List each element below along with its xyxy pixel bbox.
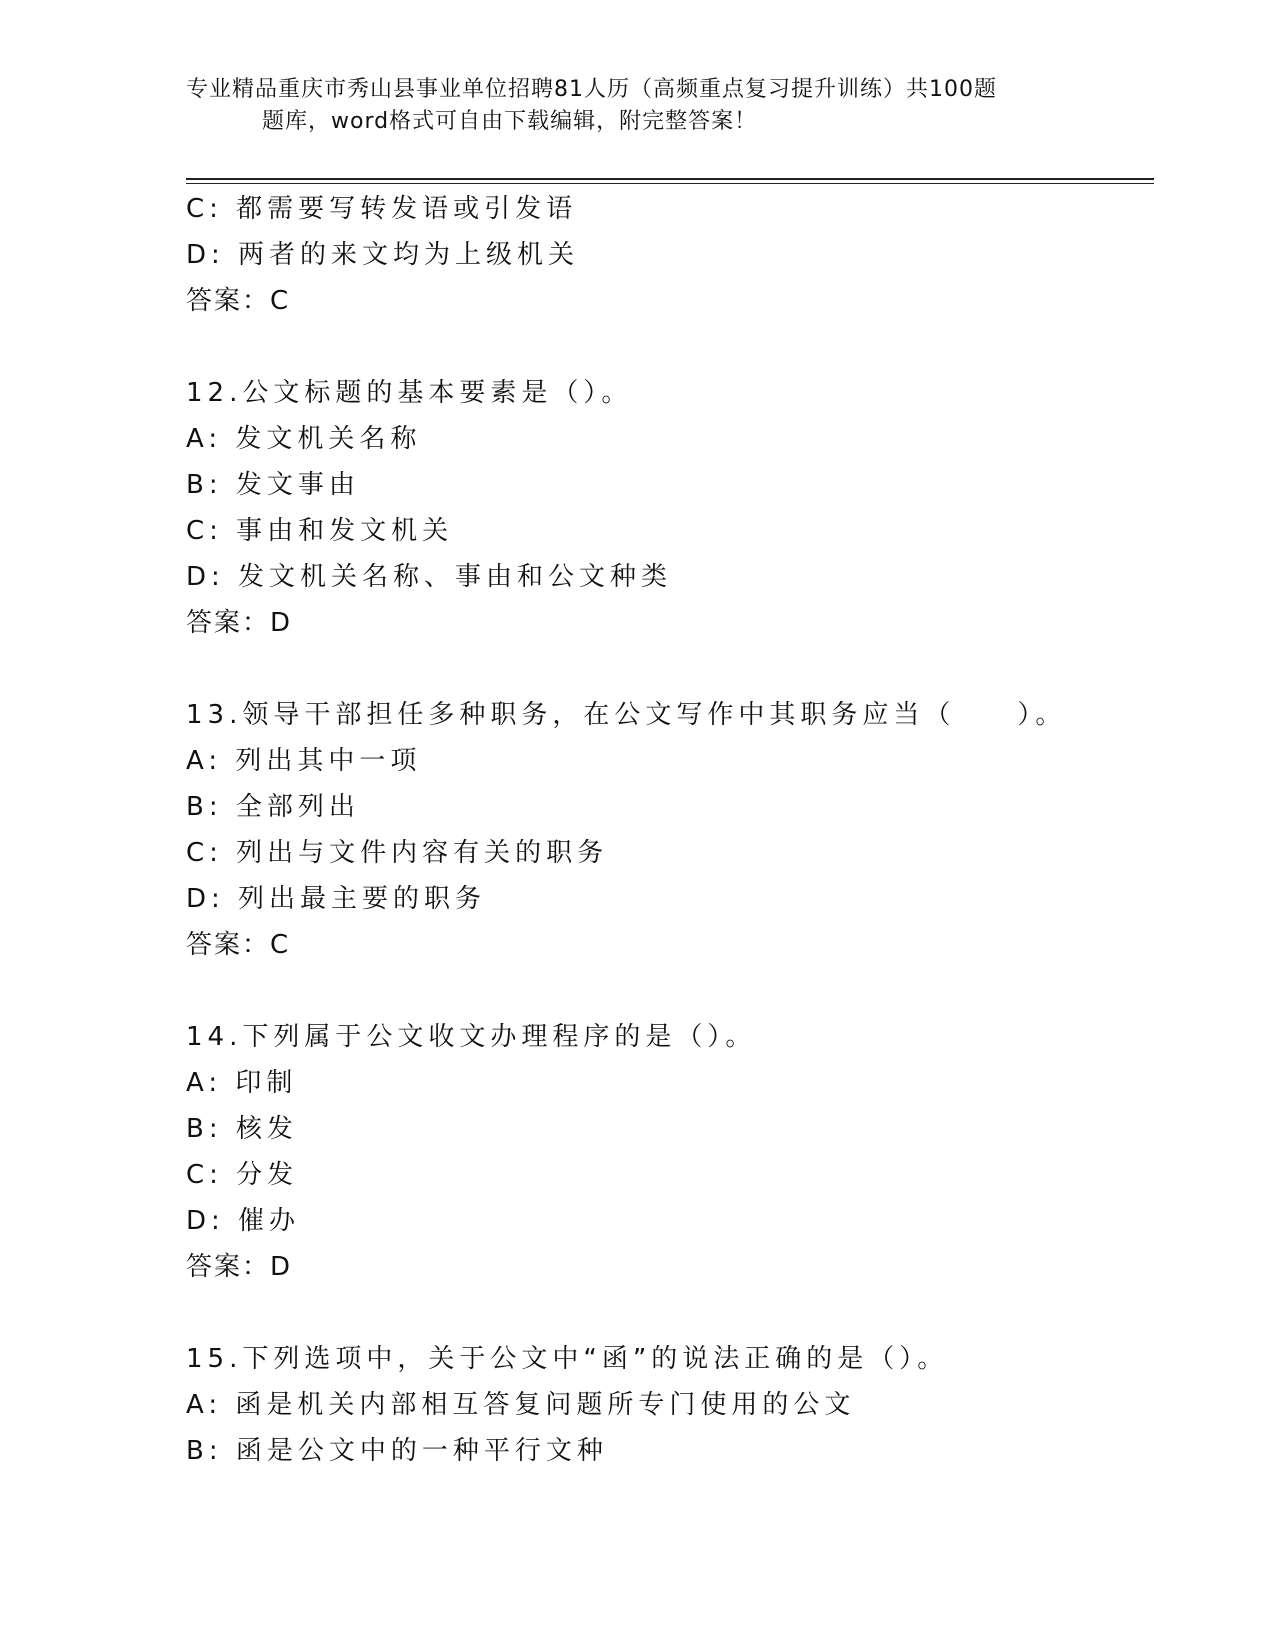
question-13-text: 13.领导干部担任多种职务，在公文写作中其职务应当（ ）。 [186, 700, 1067, 730]
answer-line: 答案：D [186, 608, 293, 638]
header-title-line-1: 专业精品重庆市秀山县事业单位招聘81人历（高频重点复习提升训练）共100题 [186, 77, 997, 102]
option-d: D: 列出最主要的职务 [186, 884, 487, 914]
header-divider-thin [186, 183, 1154, 184]
option-b: B: 发文事由 [186, 470, 360, 500]
option-c: C: 分发 [186, 1160, 299, 1190]
spacer [186, 646, 1146, 692]
option-b: B: 函是公文中的一种平行文种 [186, 1436, 608, 1466]
question-15-text: 15.下列选项中，关于公文中“函”的说法正确的是（）。 [186, 1344, 949, 1374]
option-a: A: 印制 [186, 1068, 298, 1098]
option-d: D: 发文机关名称、事由和公文种类 [186, 562, 673, 592]
spacer [186, 1290, 1146, 1336]
spacer [186, 324, 1146, 370]
option-d: D: 两者的来文均为上级机关 [186, 240, 580, 270]
answer-line: 答案：C [186, 286, 291, 316]
option-d: D: 催办 [186, 1206, 301, 1236]
answer-line: 答案：D [186, 1252, 293, 1282]
question-list [186, 186, 1146, 1474]
option-c: C: 列出与文件内容有关的职务 [186, 838, 609, 868]
question-14-text: 14.下列属于公文收文办理程序的是（）。 [186, 1022, 757, 1052]
header-title-line-2: 题库，word格式可自由下载编辑，附完整答案！ [262, 109, 758, 134]
option-a: A: 函是机关内部相互答复问题所专门使用的公文 [186, 1390, 856, 1420]
option-a: A: 发文机关名称 [186, 424, 422, 454]
option-c: C: 都需要写转发语或引发语 [186, 194, 578, 224]
header-divider-thick [186, 178, 1154, 180]
answer-line: 答案：C [186, 930, 291, 960]
option-b: B: 核发 [186, 1114, 298, 1144]
document-header [186, 74, 1086, 138]
option-c: C: 事由和发文机关 [186, 516, 454, 546]
option-b: B: 全部列出 [186, 792, 360, 822]
spacer [186, 968, 1146, 1014]
option-a: A: 列出其中一项 [186, 746, 422, 776]
question-12-text: 12.公文标题的基本要素是（）。 [186, 378, 633, 408]
